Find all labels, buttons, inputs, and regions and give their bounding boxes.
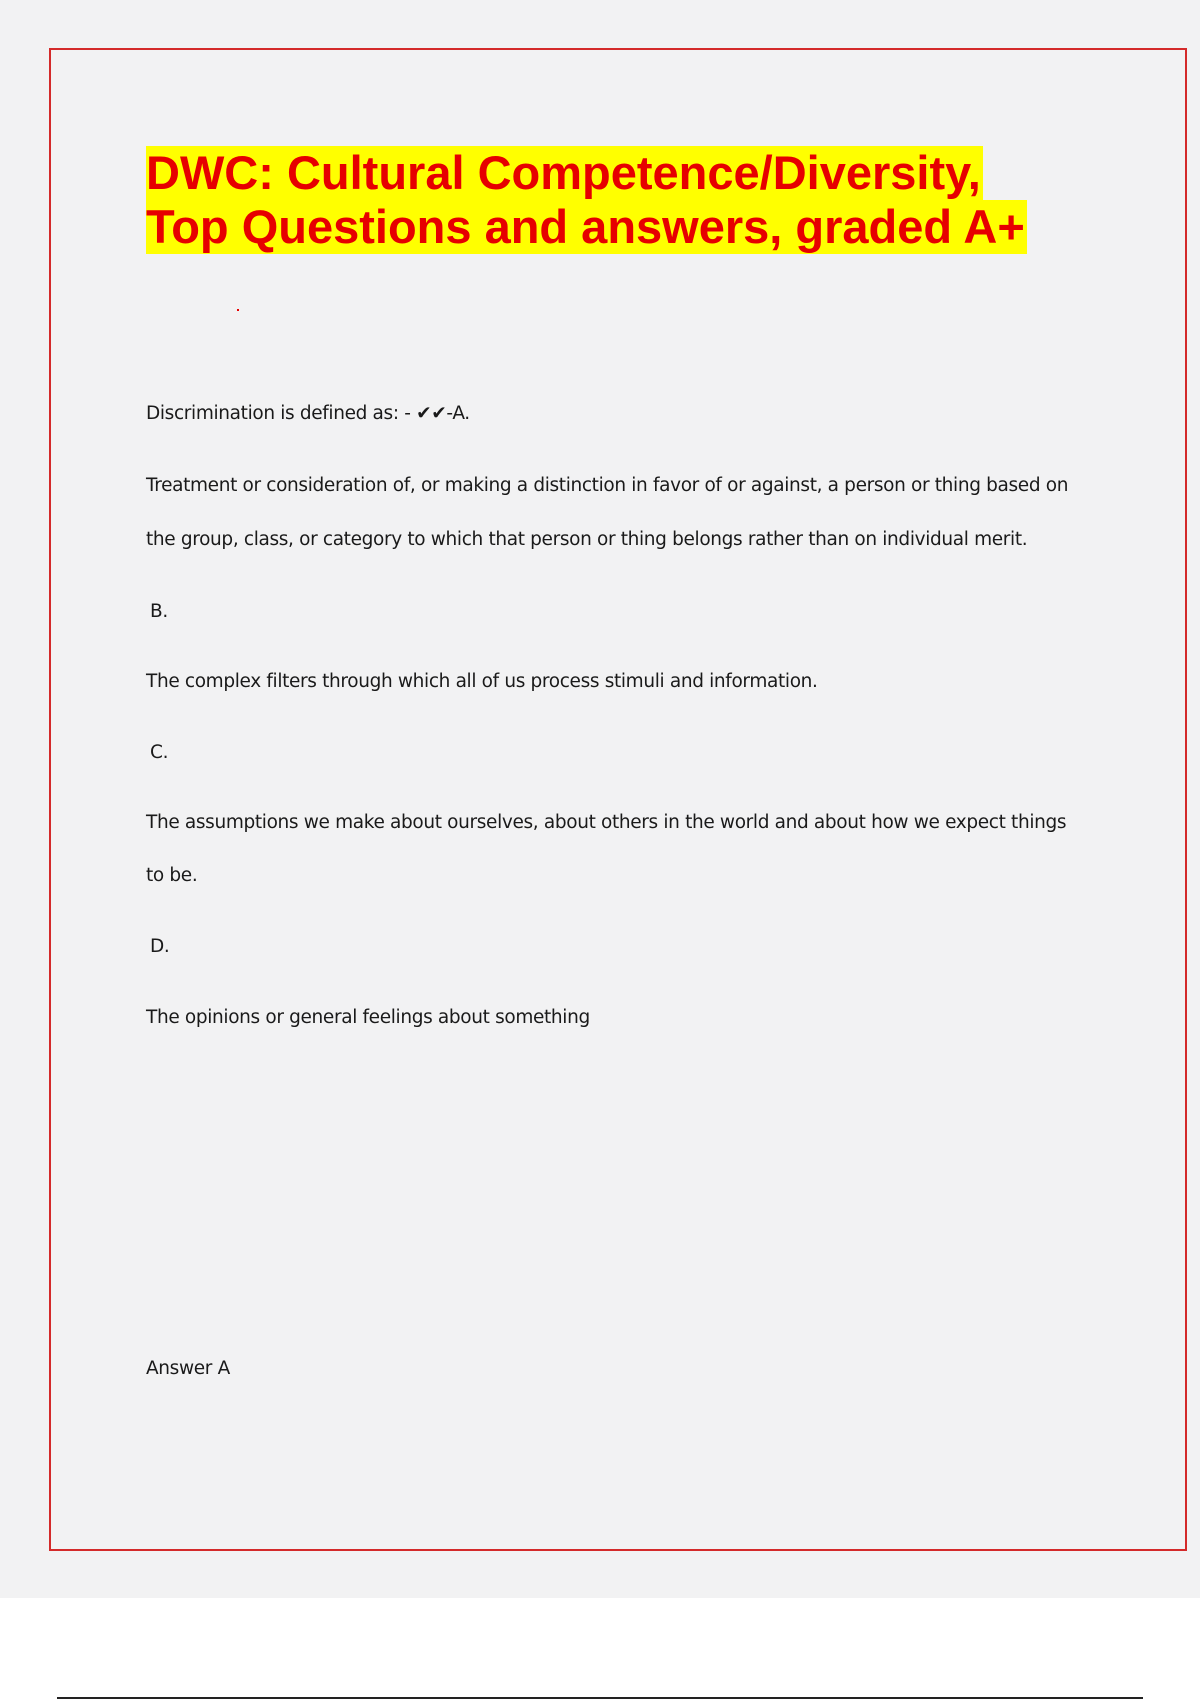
page-border-frame bbox=[49, 48, 1187, 1551]
footer-divider bbox=[57, 1697, 1143, 1699]
option-c-letter: C. bbox=[150, 742, 169, 763]
option-b-letter: B. bbox=[150, 601, 168, 622]
question-text: Discrimination is defined as: - ✔✔-A. bbox=[146, 403, 470, 424]
answer-text: Answer A bbox=[146, 1358, 230, 1379]
title-line-2: Top Questions and answers, graded A+ bbox=[146, 200, 1025, 253]
stray-mark bbox=[237, 309, 239, 311]
option-b-text: The complex filters through which all of us process stimuli and information. bbox=[146, 671, 818, 692]
option-c-line-2: to be. bbox=[146, 865, 198, 886]
option-a-line-1: Treatment or consideration of, or making a distinction in favor of or against, a person or thing based on bbox=[146, 475, 1069, 496]
option-a-line-2: the group, class, or category to which that person or thing belongs rather than on individual merit. bbox=[146, 529, 1028, 550]
document-title bbox=[146, 146, 1090, 254]
option-c-line-1: The assumptions we make about ourselves, about others in the world and about how we expect things bbox=[146, 812, 1067, 833]
option-d-letter: D. bbox=[150, 936, 170, 957]
option-d-text: The opinions or general feelings about something bbox=[146, 1007, 590, 1028]
title-line-1: DWC: Cultural Competence/Diversity, bbox=[146, 146, 981, 199]
